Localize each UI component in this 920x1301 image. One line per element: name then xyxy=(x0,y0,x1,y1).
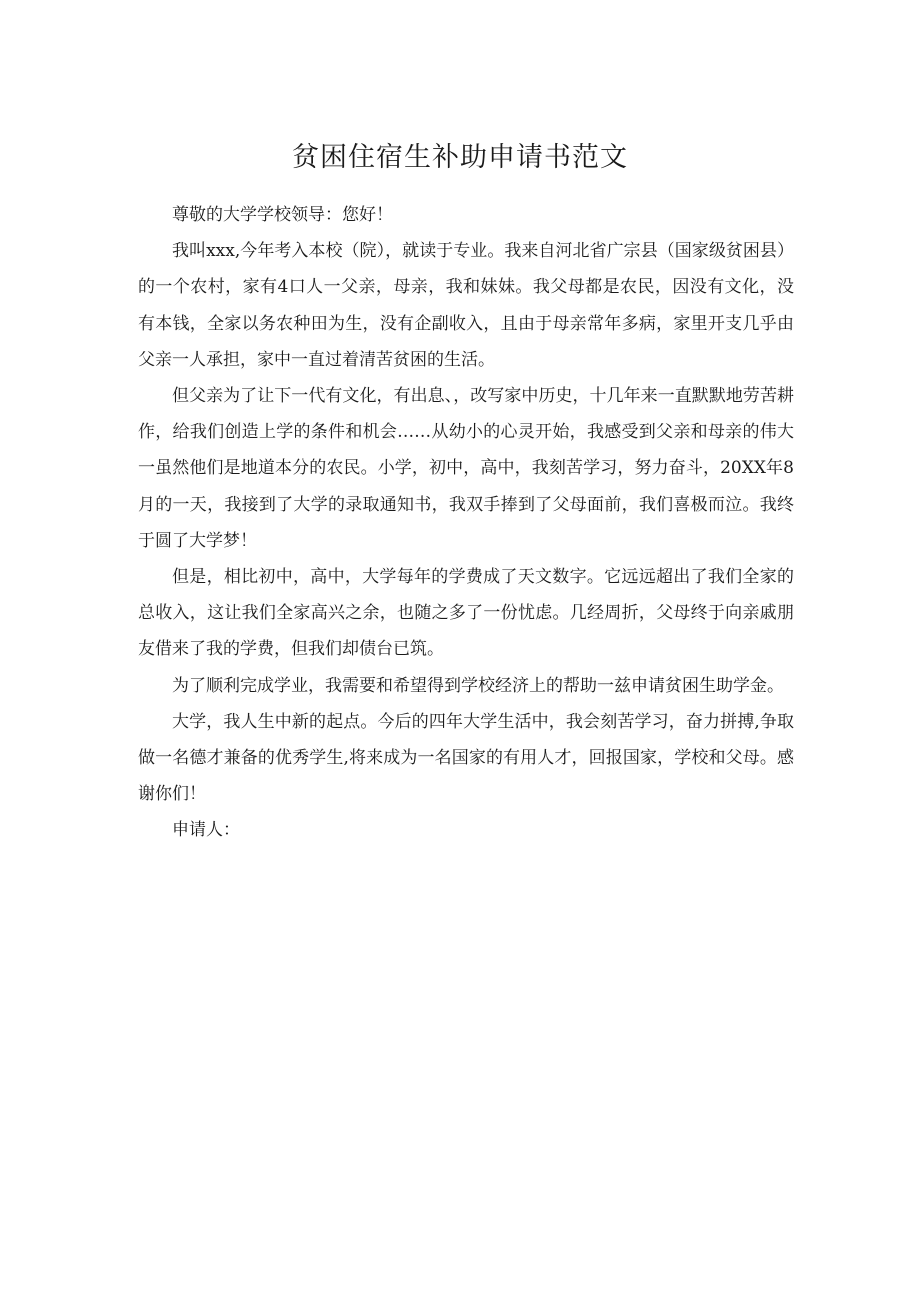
body-paragraph: 但父亲为了让下一代有文化，有出息、，改写家中历史，十几年来一直默默地劳苦耕作，给我们创造上学的条件和机会……从幼小的心灵开始，我感受到父亲和母亲的伟大一虽然他们是地道本分的农民。小学，初中，高中，我刻苦学习，努力奋斗，20XX年8月的一天，我接到了大学的录取通知书，我双手捧到了父母面前，我们喜极而泣。我终于圆了大学梦！ xyxy=(138,386,794,551)
body-paragraph: 大学，我人生中新的起点。今后的四年大学生活中，我会刻苦学习，奋力拼搏,争取做一名德才兼备的优秀学生,将来成为一名国家的有用人才，回报国家，学校和父母。感谢你们！ xyxy=(138,711,794,805)
body-paragraph: 但是，相比初中，高中，大学每年的学费成了天文数字。它远远超出了我们全家的总收入，这让我们全家高兴之余，也随之多了一份忧虑。几经周折，父母终于向亲戚朋友借来了我的学费，但我们却债台已筑。 xyxy=(138,567,794,660)
document-body xyxy=(138,197,794,849)
salutation-paragraph: 尊敬的大学学校领导：您好！ xyxy=(172,205,393,225)
signature-paragraph: 申请人： xyxy=(172,820,240,841)
body-paragraph: 为了顺利完成学业，我需要和希望得到学校经济上的帮助一兹申请贫困生助学金。 xyxy=(172,675,784,696)
document-title: 贫困住宿生补助申请书范文 xyxy=(292,142,628,173)
body-paragraph: 我叫xxx,今年考入本校（院），就读于专业。我来自河北省广宗县（国家级贫困县）的一个农村，家有4口人一父亲，母亲，我和妹妹。我父母都是农民，因没有文化，没有本钱，全家以务农种田为生，没有企副收入，且由于母亲常年多病，家里开支几乎由父亲一人承担，家中一直过着清苦贫困的生活。 xyxy=(138,241,794,370)
